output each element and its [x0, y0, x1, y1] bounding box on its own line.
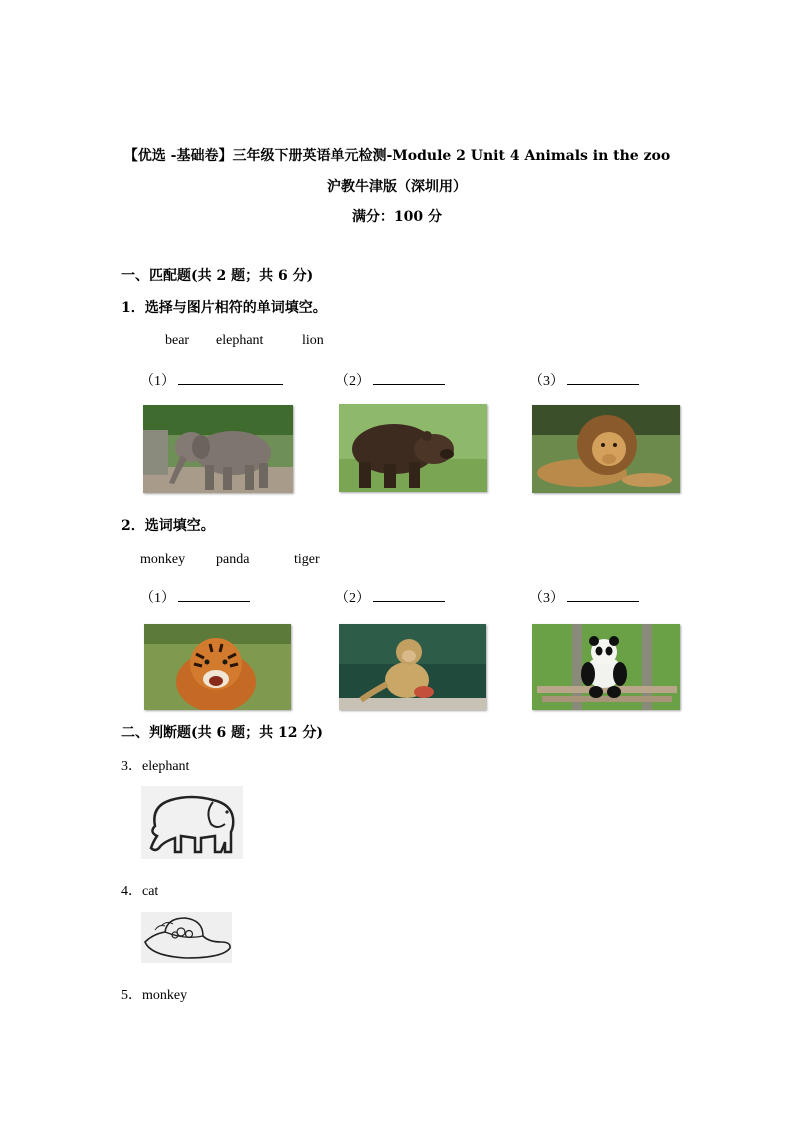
monkey-photo — [339, 624, 486, 710]
question-3-label: 3．elephant — [121, 759, 190, 774]
hat-drawing — [141, 912, 232, 963]
answer-blank-2-2[interactable] — [335, 587, 445, 607]
section-2-heading: 二、判断题(共 6 题；共 12 分) — [121, 725, 323, 741]
worksheet-title: 【优选 -基础卷】三年级下册英语单元检测-Module 2 Unit 4 Animals in the zoo — [123, 148, 671, 164]
elephant-photo — [143, 405, 293, 493]
lion-photo — [532, 405, 680, 493]
word-option: bear — [165, 333, 190, 348]
answer-blank-1-2[interactable] — [335, 370, 445, 390]
panda-photo — [532, 624, 680, 710]
section-1-heading: 一、匹配题(共 2 题；共 6 分) — [121, 268, 314, 284]
question-1-prompt: 1．选择与图片相符的单词填空。 — [121, 300, 327, 316]
word-option: tiger — [294, 552, 320, 567]
full-score: 满分：100 分 — [351, 209, 443, 225]
word-option: panda — [216, 552, 250, 567]
word-option: elephant — [216, 333, 264, 348]
word-option: lion — [302, 333, 324, 348]
blank-number: （2） — [335, 374, 370, 389]
bear-photo — [339, 404, 487, 492]
blank-number: （1） — [140, 591, 175, 606]
blank-number: （3） — [529, 374, 564, 389]
answer-blank-2-1[interactable] — [140, 587, 250, 607]
answer-blank-1-1[interactable] — [140, 370, 283, 390]
elephant-outline-drawing — [141, 786, 243, 859]
tiger-photo — [144, 624, 291, 710]
word-option: monkey — [140, 552, 186, 567]
worksheet-subtitle: 沪教牛津版（深圳用） — [327, 179, 467, 195]
blank-number: （1） — [140, 374, 175, 389]
question-4-label: 4．cat — [121, 884, 159, 899]
blank-number: （3） — [529, 591, 564, 606]
answer-blank-2-3[interactable] — [529, 587, 639, 607]
answer-blank-1-3[interactable] — [529, 370, 639, 390]
question-5-label: 5．monkey — [121, 988, 188, 1003]
blank-number: （2） — [335, 591, 370, 606]
question-2-prompt: 2．选词填空。 — [121, 518, 215, 534]
